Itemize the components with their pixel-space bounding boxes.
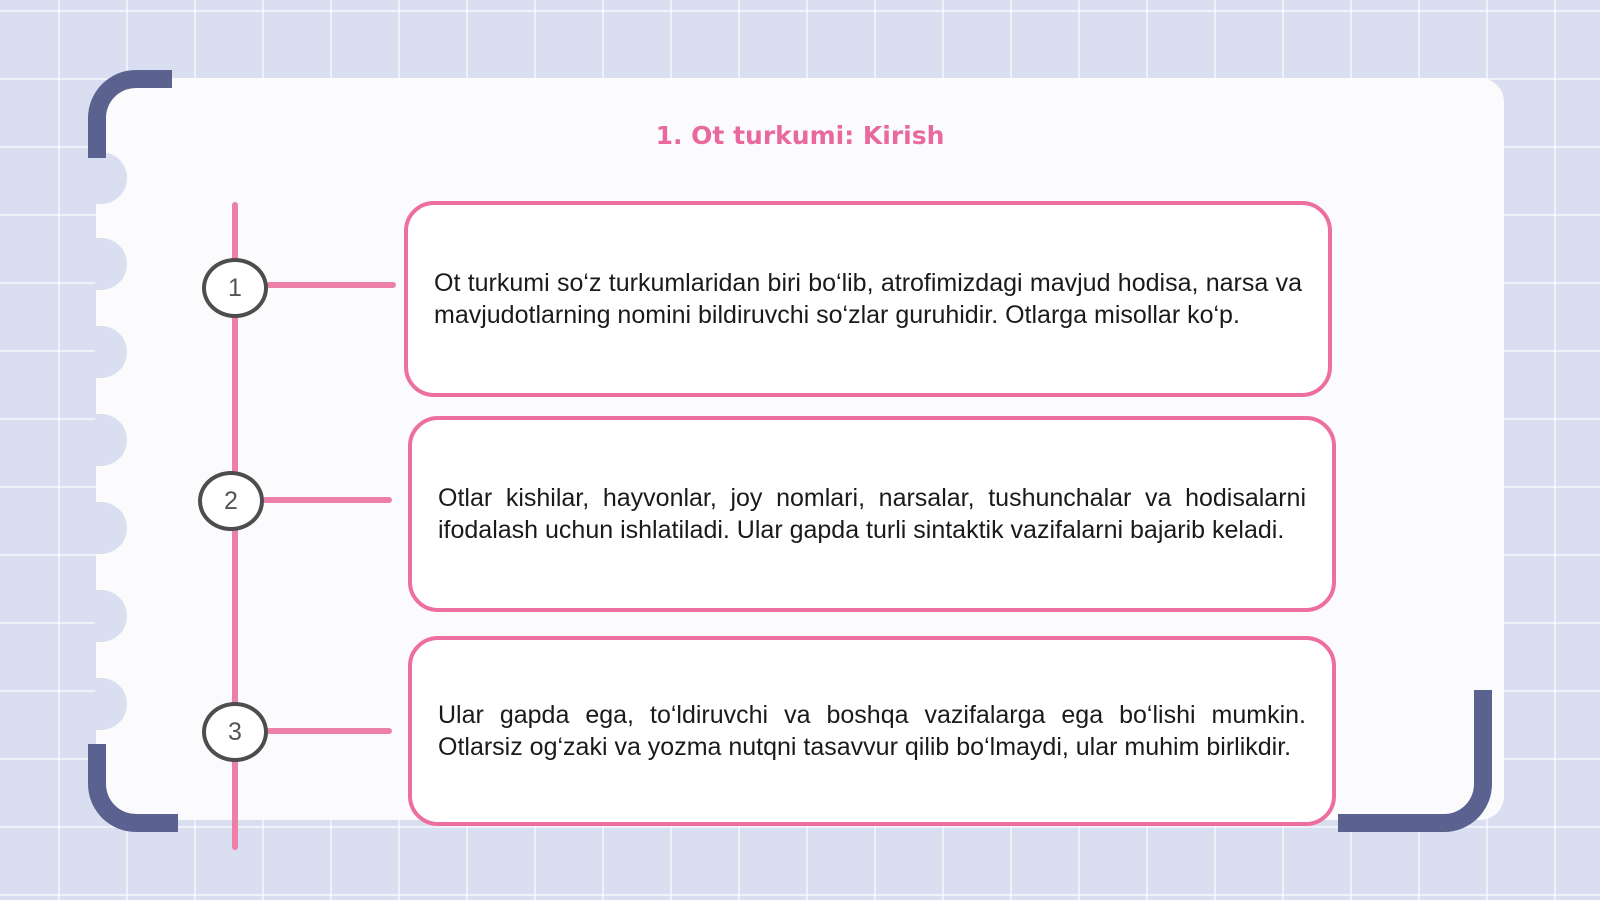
slide-title: 1. Ot turkumi: Kirish [655,121,945,150]
timeline-connector-1 [266,282,396,288]
timeline-connector-3 [266,728,392,734]
content-box-3 [408,636,1336,826]
content-text-3: Ular gapda ega, to‘ldiruvchi va boshqa vazifalarga ega bo‘lishi mumkin. Otlarsiz og‘zaki va yozma nutqni tasavvur qilib bo‘lmaydi, ular muhim birlikdir. [438,701,1306,761]
frame-corner-bottom-right [1338,690,1492,832]
content-box-1 [404,201,1332,397]
frame-corner-bottom-left [88,744,178,832]
content-box-2 [408,416,1336,612]
timeline-connector-2 [262,497,392,503]
step-number-1: 1 [202,258,268,318]
step-number-3: 3 [202,702,268,762]
step-number-2: 2 [198,471,264,531]
content-text-1: Ot turkumi so‘z turkumlaridan biri bo‘lib, atrofimizdagi mavjud hodisa, narsa va mavjudotlarning nomini bildiruvchi so‘zlar guruhidir. Otlarga misollar ko‘p. [434,269,1302,329]
content-text-2: Otlar kishilar, hayvonlar, joy nomlari, narsalar, tushunchalar va hodisalarni ifodalash uchun ishlatiladi. Ular gapda turli sintaktik vazifalarni bajarib keladi. [438,484,1306,544]
